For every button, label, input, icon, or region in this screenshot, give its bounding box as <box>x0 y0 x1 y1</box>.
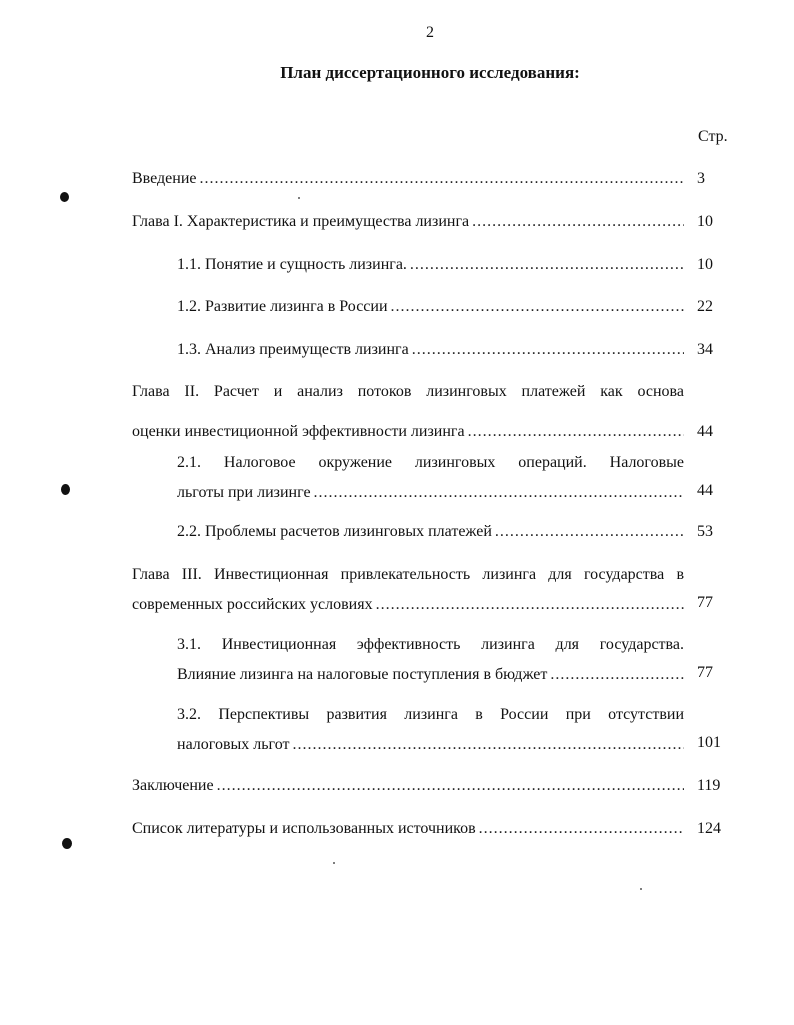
toc-entry-title: 1.2. Развитие лизинга в России <box>177 298 388 315</box>
toc-entry-title: оценки инвестиционной эффективности лизинга <box>132 423 465 440</box>
toc-entry-section-1-3 <box>177 335 684 365</box>
toc-entry-title: 1.3. Анализ преимуществ лизинга <box>177 341 409 358</box>
leader-dots <box>412 335 684 365</box>
toc-entry-title: льготы при лизинге <box>177 484 311 501</box>
binding-hole-mark <box>60 192 69 202</box>
leader-dots <box>292 730 684 760</box>
toc-entry-title: Влияние лизинга на налоговые поступления в бюджет <box>177 666 548 683</box>
toc-entry-conclusion <box>132 771 684 801</box>
page-column-header: Стр. <box>698 128 728 145</box>
toc-entry-title: Заключение <box>132 777 214 794</box>
toc-entry-title-line: Глава II. Расчет и анализ потоков лизинговых платежей как основа <box>132 383 684 400</box>
toc-page-number: 77 <box>697 594 713 611</box>
toc-page-number: 10 <box>697 213 713 230</box>
leader-dots <box>376 590 684 620</box>
toc-entry-section-2-2 <box>177 517 684 547</box>
toc-entry-title: Глава I. Характеристика и преимущества лизинга <box>132 213 470 230</box>
page-number: 2 <box>426 24 434 41</box>
toc-entry-section-1-1 <box>177 250 684 280</box>
toc-entry-section-1-2 <box>177 292 684 322</box>
toc-entry-title: 1.1. Понятие и сущность лизинга. <box>177 256 407 273</box>
toc-page-number: 124 <box>697 820 721 837</box>
toc-entry-chapter-3 <box>132 560 684 620</box>
toc-entry-title: 2.2. Проблемы расчетов лизинговых платежей <box>177 523 492 540</box>
toc-entry-section-3-2 <box>177 700 684 760</box>
leader-dots <box>468 417 684 447</box>
leader-dots <box>472 207 684 237</box>
scan-speck <box>333 862 335 864</box>
leader-dots <box>314 478 684 508</box>
toc-entry-chapter-1 <box>132 207 684 237</box>
binding-hole-mark <box>62 838 72 849</box>
toc-entry-title-line: 3.1. Инвестиционная эффективность лизинга для государства. <box>177 636 684 653</box>
toc-page-number: 10 <box>697 256 713 273</box>
toc-page-number: 22 <box>697 298 713 315</box>
toc-entry-chapter-2 <box>132 377 684 447</box>
toc-entry-bibliography <box>132 814 684 844</box>
toc-page-number: 77 <box>697 664 713 681</box>
toc-entry-title: Введение <box>132 170 197 187</box>
leader-dots <box>217 771 684 801</box>
toc-entry-section-3-1 <box>177 630 684 690</box>
toc-entry-title: современных российских условиях <box>132 596 373 613</box>
toc-entry-title: налоговых льгот <box>177 736 290 753</box>
toc-entry-title-line: 2.1. Налоговое окружение лизинговых операций. Налоговые <box>177 454 684 471</box>
scan-speck <box>298 197 300 199</box>
toc-page-number: 34 <box>697 341 713 358</box>
leader-dots <box>495 517 684 547</box>
toc-entry-introduction <box>132 164 684 194</box>
toc-entry-title-line: Глава III. Инвестиционная привлекательность лизинга для государства в <box>132 566 684 583</box>
binding-hole-mark <box>61 484 70 495</box>
toc-entry-section-2-1 <box>177 448 684 508</box>
toc-entry-title-line: 3.2. Перспективы развития лизинга в России при отсутствии <box>177 706 684 723</box>
toc-page-number: 101 <box>697 734 721 751</box>
leader-dots <box>550 660 684 690</box>
leader-dots <box>479 814 684 844</box>
page-title: План диссертационного исследования: <box>280 63 580 82</box>
toc-page-number: 119 <box>697 777 721 794</box>
leader-dots <box>200 164 685 194</box>
toc-entry-title: Список литературы и использованных источников <box>132 820 476 837</box>
leader-dots <box>391 292 684 322</box>
toc-page-number: 53 <box>697 523 713 540</box>
toc-page-number: 3 <box>697 170 705 187</box>
scan-speck <box>640 888 642 890</box>
leader-dots <box>410 250 684 280</box>
toc-page-number: 44 <box>697 423 713 440</box>
toc-page-number: 44 <box>697 482 713 499</box>
